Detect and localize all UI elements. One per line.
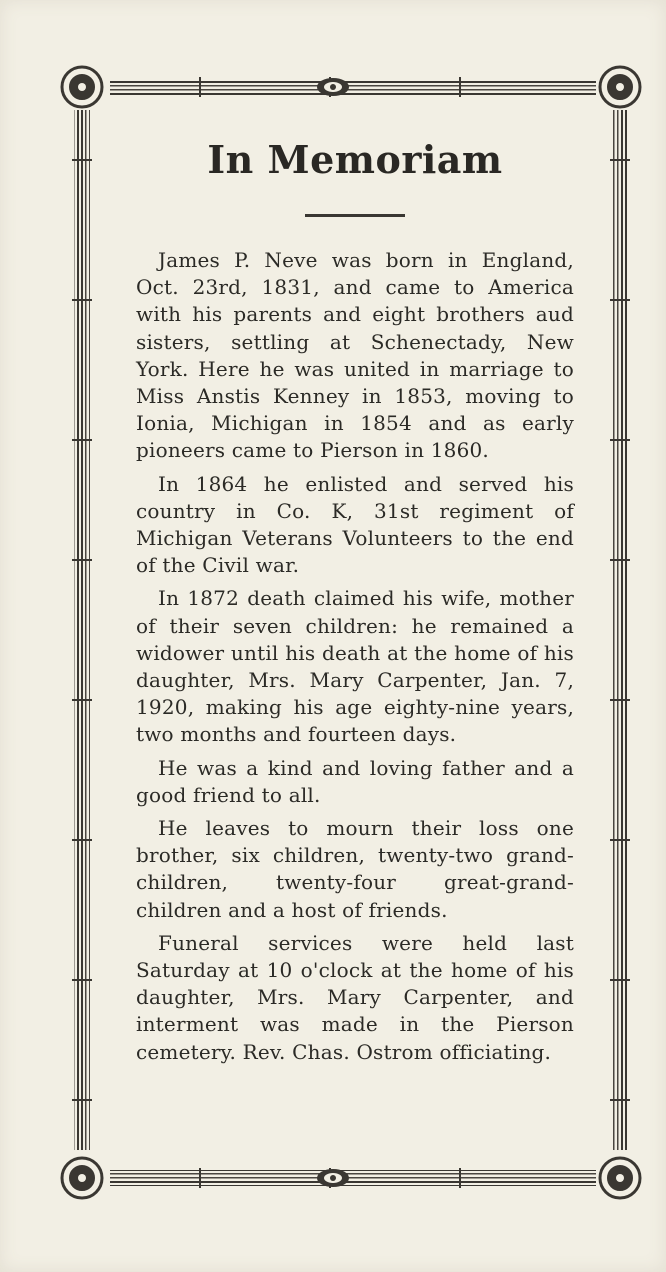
paragraph-funeral: Funeral services were held last Saturday at 10 o'clock at the home of his daughter, Mrs. Mary Carpenter, and interment was made in the Pierson cemetery. Rev. Chas. Ostrom officiating. (136, 930, 574, 1064)
memorial-text-block (136, 128, 574, 1072)
page-title: In Memoriam (207, 137, 503, 182)
paragraph-character: He was a kind and loving father and a good friend to all. (136, 755, 574, 807)
paragraph-biography: James P. Neve was born in England, Oct. 23rd, 1831, and came to America with his parents and eight brothers aud sisters, settling at Schenectady, New York. Here he was united in marriage to Miss Anstis Kenney in 1853, moving to Ionia, Michigan in 1854 and as early pioneers came to Pierson in 1860. (136, 248, 574, 463)
paragraph-military-service: In 1864 he enlisted and served his country in Co. K, 31st regiment of Michigan Veterans Volunteers to the end of the Civil war. (136, 471, 574, 578)
title-divider (305, 214, 405, 217)
paragraph-survivors: He leaves to mourn their loss one brother, six children, twenty-two grand-children, twenty-four great-grand-children and a host of friends. (136, 816, 574, 922)
paragraph-family: In 1872 death claimed his wife, mother of their seven children: he remained a widower until his death at the home of his daughter, Mrs. Mary Carpenter, Jan. 7, 1920, making his age eighty-nine years, two months and fourteen days. (136, 586, 574, 747)
